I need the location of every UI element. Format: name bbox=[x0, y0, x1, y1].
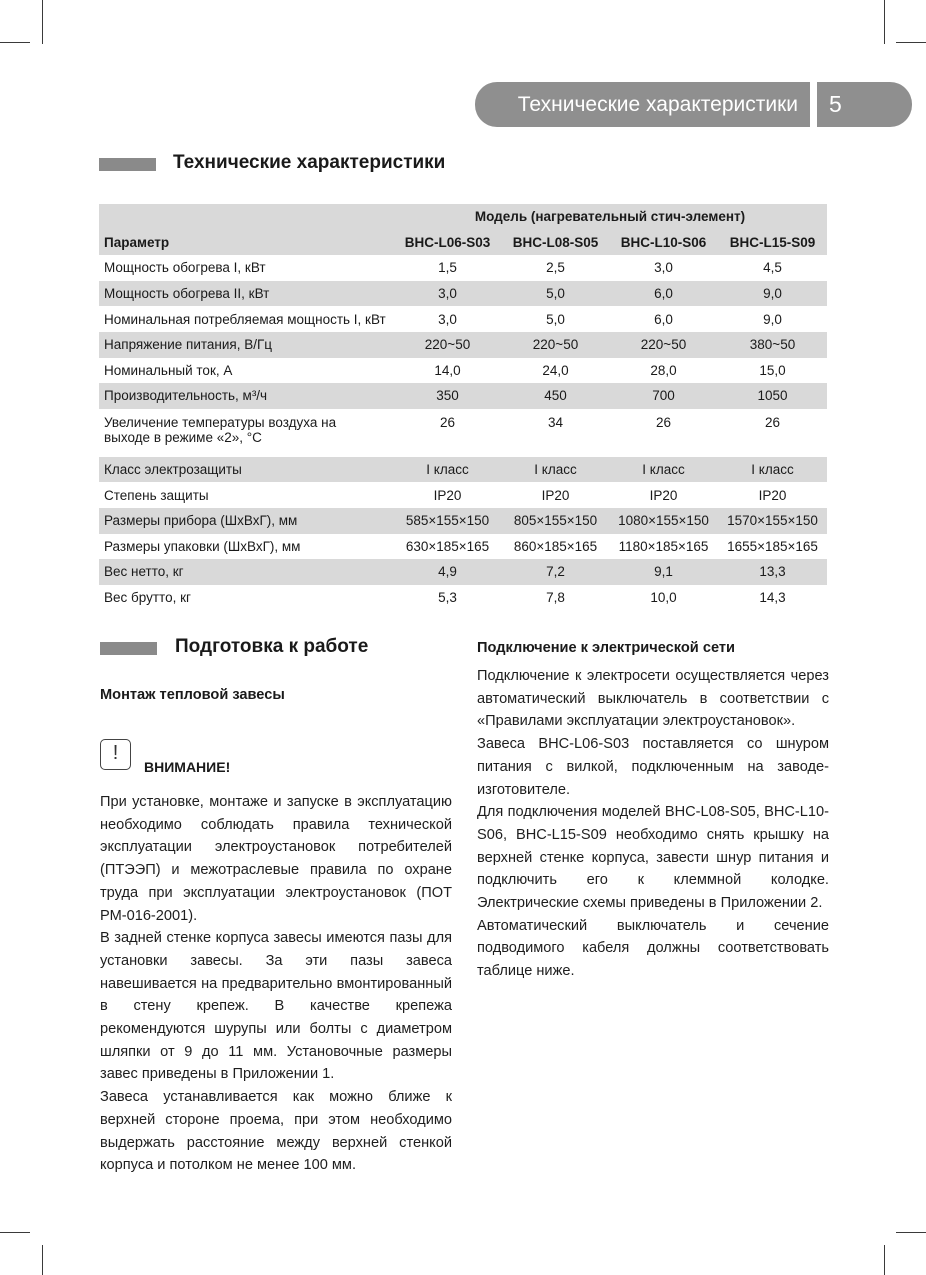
value-cell: I класс bbox=[609, 457, 718, 483]
table-header-row bbox=[99, 230, 827, 256]
value-cell: 6,0 bbox=[654, 311, 673, 327]
value-cell: 28,0 bbox=[650, 362, 677, 378]
value-cell: 7,8 bbox=[546, 590, 565, 606]
value-cell: I класс bbox=[393, 457, 502, 483]
value-cell: 5,0 bbox=[546, 311, 565, 327]
table-row bbox=[99, 585, 827, 611]
param-line: Увеличение температуры воздуха на bbox=[104, 414, 337, 430]
value-cell: 14,3 bbox=[759, 590, 786, 606]
param-cell bbox=[99, 409, 393, 457]
preparation-text bbox=[100, 791, 452, 1177]
table-row bbox=[99, 281, 827, 307]
value-cell: 10,0 bbox=[650, 590, 677, 606]
value-cell: 26 bbox=[764, 414, 781, 430]
value-cell: 220~50 bbox=[502, 332, 609, 358]
section-marker bbox=[100, 642, 157, 655]
paragraph: Для подключения моделей BHC-L08-S05, BHC-L10-S06, BHC-L15-S09 необходимо снять крышку на верхней стенке корпуса, завести шнур питания и подключить его к клеммной колодке. Электрические схемы приведены в Приложении 2. bbox=[477, 804, 829, 912]
param-cell: Номинальный ток, А bbox=[104, 362, 233, 378]
crop-mark bbox=[896, 1232, 926, 1233]
value-cell: 5,3 bbox=[438, 590, 457, 606]
param-cell: Класс электрозащиты bbox=[99, 457, 393, 483]
param-line: выходе в режиме «2», °С bbox=[104, 429, 262, 445]
table-row bbox=[99, 534, 827, 560]
value-cell: 6,0 bbox=[609, 281, 718, 307]
param-cell: Степень защиты bbox=[104, 487, 209, 503]
value-cell: IP20 bbox=[649, 487, 678, 503]
crop-mark bbox=[884, 0, 885, 44]
value-cell: IP20 bbox=[541, 487, 570, 503]
connection-text bbox=[477, 665, 829, 983]
section-marker bbox=[99, 158, 156, 171]
crop-mark bbox=[42, 0, 43, 44]
value-cell: 9,1 bbox=[609, 559, 718, 585]
value-cell: 450 bbox=[502, 383, 609, 409]
specs-title: Технические характеристики bbox=[173, 152, 446, 173]
specs-table bbox=[99, 204, 827, 610]
table-row bbox=[99, 383, 827, 409]
value-cell: IP20 bbox=[758, 487, 787, 503]
value-cell: 1180×185×165 bbox=[618, 538, 709, 554]
value-cell: 805×155×150 bbox=[502, 508, 609, 534]
value-cell: 5,0 bbox=[502, 281, 609, 307]
param-cell: Вес нетто, кг bbox=[99, 559, 393, 585]
crop-mark bbox=[896, 42, 926, 43]
table-row bbox=[99, 409, 827, 457]
connection-heading: Подключение к электрической сети bbox=[477, 640, 735, 656]
table-row bbox=[99, 358, 827, 384]
param-cell: Мощность обогрева II, кВт bbox=[99, 281, 393, 307]
value-cell: I класс bbox=[718, 457, 827, 483]
param-cell: Номинальная потребляемая мощность I, кВт bbox=[104, 311, 386, 327]
table-row bbox=[99, 306, 827, 332]
table-row bbox=[99, 457, 827, 483]
value-cell: 860×185×165 bbox=[513, 538, 598, 554]
param-cell: Вес брутто, кг bbox=[104, 590, 191, 606]
value-cell: 3,0 bbox=[654, 260, 673, 276]
value-cell: 13,3 bbox=[718, 559, 827, 585]
page-number: 5 bbox=[817, 82, 912, 127]
value-cell: IP20 bbox=[433, 487, 462, 503]
param-cell: Производительность, м³/ч bbox=[99, 383, 393, 409]
model-header: BHC-L08-S05 bbox=[502, 230, 609, 256]
param-cell: Мощность обогрева I, кВт bbox=[104, 260, 266, 276]
warning-label: ВНИМАНИЕ! bbox=[144, 759, 231, 775]
param-cell: Размеры упаковки (ШхВхГ), мм bbox=[104, 538, 301, 554]
value-cell: 350 bbox=[393, 383, 502, 409]
paragraph: Подключение к электросети осуществляется через автоматический выключатель в соответствии с «Правилами эксплуатации электроустановок». bbox=[477, 668, 829, 730]
value-cell: 630×185×165 bbox=[405, 538, 490, 554]
crop-mark bbox=[0, 42, 30, 43]
value-cell: 24,0 bbox=[542, 362, 569, 378]
paragraph: Автоматический выключатель и сечение подводимого кабеля должны соответствовать таблице ниже. bbox=[477, 917, 829, 980]
value-cell: 15,0 bbox=[759, 362, 786, 378]
value-cell: 1,5 bbox=[438, 260, 457, 276]
paragraph: Завеса устанавливается как можно ближе к верхней стороне проема, при этом необходимо выдержать расстояние между верхней стенкой корпуса и потолком не менее 100 мм. bbox=[100, 1089, 452, 1174]
model-header: BHC-L15-S09 bbox=[718, 230, 827, 256]
model-header: BHC-L06-S03 bbox=[393, 230, 502, 256]
value-cell: 9,0 bbox=[718, 281, 827, 307]
value-cell: 1080×155×150 bbox=[609, 508, 718, 534]
param-cell: Размеры прибора (ШхВхГ), мм bbox=[99, 508, 393, 534]
value-cell: I класс bbox=[502, 457, 609, 483]
table-row bbox=[99, 482, 827, 508]
table-header-row bbox=[99, 204, 827, 230]
value-cell: 3,0 bbox=[438, 311, 457, 327]
param-header: Параметр bbox=[99, 230, 393, 256]
value-cell: 1050 bbox=[718, 383, 827, 409]
page-header bbox=[475, 82, 912, 127]
mounting-heading: Монтаж тепловой завесы bbox=[100, 687, 285, 703]
paragraph: В задней стенке корпуса завесы имеются пазы для установки завесы. За эти пазы завеса навешивается на предварительно вмонтированный в стену крепеж. В качестве крепежа рекомендуются шурупы или болты с диаметром шляпки от 9 до 11 мм. Установочные размеры завес приведены в Приложении 1. bbox=[100, 930, 452, 1083]
crop-mark bbox=[0, 1232, 30, 1233]
value-cell: 220~50 bbox=[393, 332, 502, 358]
crop-mark bbox=[42, 1245, 43, 1275]
table-row bbox=[99, 332, 827, 358]
value-cell: 3,0 bbox=[393, 281, 502, 307]
value-cell: 9,0 bbox=[763, 311, 782, 327]
crop-mark bbox=[884, 1245, 885, 1275]
value-cell: 26 bbox=[439, 414, 456, 430]
value-cell: 7,2 bbox=[502, 559, 609, 585]
value-cell: 380~50 bbox=[718, 332, 827, 358]
value-cell: 1570×155×150 bbox=[718, 508, 827, 534]
value-cell: 2,5 bbox=[546, 260, 565, 276]
table-row bbox=[99, 255, 827, 281]
value-cell: 585×155×150 bbox=[393, 508, 502, 534]
value-cell: 34 bbox=[547, 414, 564, 430]
model-group-label: Модель (нагревательный стич-элемент) bbox=[393, 204, 827, 230]
value-cell: 4,9 bbox=[393, 559, 502, 585]
param-cell: Напряжение питания, В/Гц bbox=[99, 332, 393, 358]
warning-icon: ! bbox=[100, 739, 131, 770]
value-cell: 4,5 bbox=[763, 260, 782, 276]
paragraph: При установке, монтаже и запуске в эксплуатацию необходимо соблюдать правила технической эксплуатации электроустановок потребителей (ПТЭЭП) и межотраслевые правила по охране труда при эксплуатации электроустановок (ПОТ РМ-016-2001). bbox=[100, 794, 452, 924]
table-row bbox=[99, 508, 827, 534]
table-row bbox=[99, 559, 827, 585]
value-cell: 1655×185×165 bbox=[727, 538, 818, 554]
preparation-title: Подготовка к работе bbox=[175, 636, 369, 657]
header-section-title: Технические характеристики bbox=[475, 82, 810, 127]
value-cell: 26 bbox=[655, 414, 672, 430]
model-header: BHC-L10-S06 bbox=[609, 230, 718, 256]
value-cell: 14,0 bbox=[434, 362, 461, 378]
value-cell: 220~50 bbox=[609, 332, 718, 358]
paragraph: Завеса BHC-L06-S03 поставляется со шнуром питания с вилкой, подключенным на заводе-изготовителе. bbox=[477, 736, 829, 798]
value-cell: 700 bbox=[609, 383, 718, 409]
